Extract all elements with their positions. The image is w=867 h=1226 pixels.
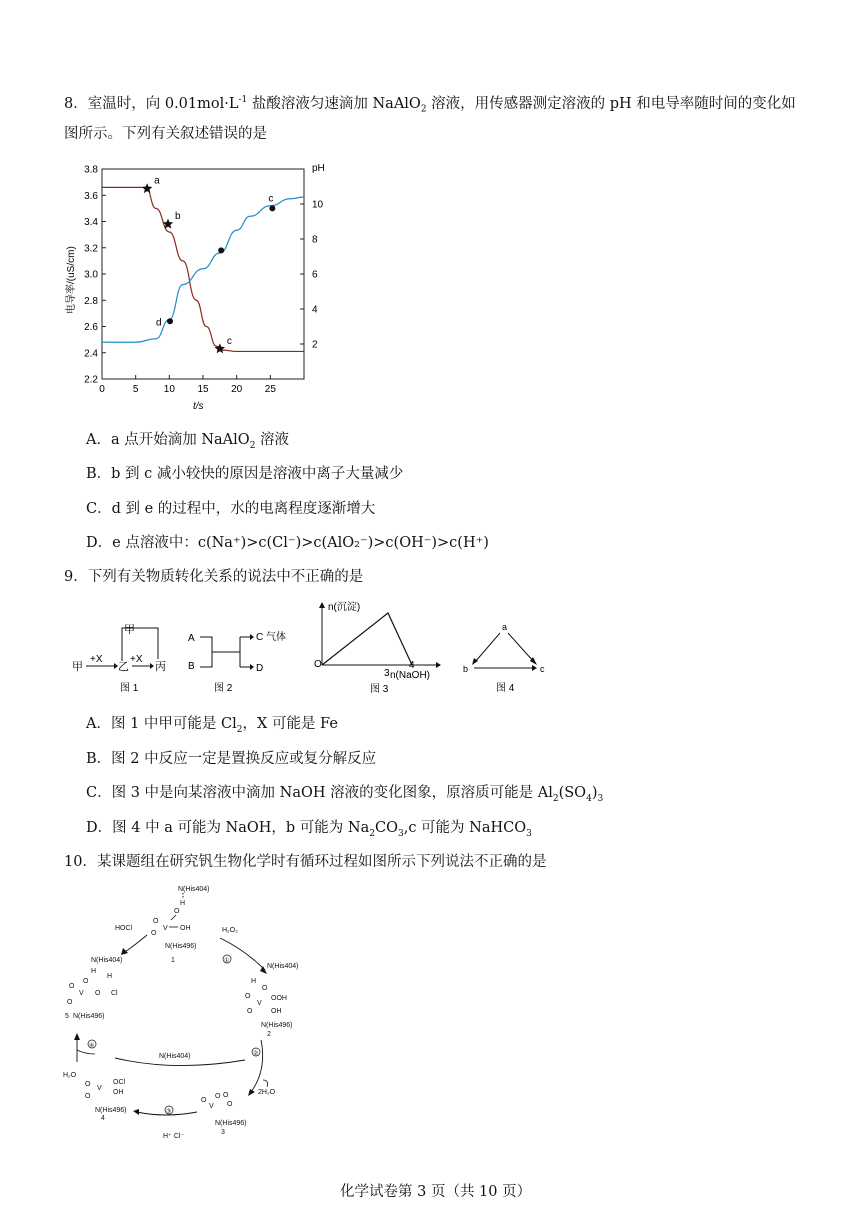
- fig3-caption: 图 3: [370, 684, 389, 695]
- x-axis-label: t/s: [193, 401, 204, 412]
- marker-label-c: c: [268, 193, 274, 205]
- marker-dot-c: [269, 205, 275, 211]
- left-tick-label: 3.2: [84, 243, 98, 255]
- his404-middle: N(His404): [159, 1053, 191, 1060]
- svg-text:O: O: [151, 930, 157, 937]
- q8-option-d[interactable]: D．e 点溶液中：c(Na⁺)>c(Cl⁻)>c(AlO₂⁻)>c(OH⁻)>c(H⁺): [86, 535, 489, 551]
- q10-stem: 10．某课题组在研究钒生物化学时有循环过程如图所示下列说法不正确的是: [64, 854, 547, 870]
- structure-5: [65, 957, 123, 1020]
- svg-text:OH: OH: [113, 1089, 124, 1096]
- fig4-caption: 图 4: [496, 683, 515, 694]
- left-tick-label: 3.6: [84, 190, 98, 202]
- fig1-x2: +X: [130, 654, 143, 665]
- svg-text:N(His496): N(His496): [73, 1013, 105, 1020]
- svg-text:V: V: [209, 1103, 214, 1110]
- step-1: ①: [224, 958, 230, 964]
- fig2-d: D: [256, 663, 264, 674]
- svg-text:V: V: [163, 925, 168, 932]
- svg-text:H: H: [180, 900, 186, 907]
- svg-text:N(His404): N(His404): [267, 963, 299, 970]
- right-tick-label: 2: [312, 339, 318, 351]
- q9-stem: 9．下列有关物质转化关系的说法中不正确的是: [64, 569, 364, 585]
- svg-text:O: O: [247, 1008, 253, 1015]
- right-tick-label: 8: [312, 234, 318, 246]
- x-tick-label: 10: [163, 384, 175, 395]
- svg-text:O: O: [262, 985, 268, 992]
- marker-label-c: c: [226, 335, 232, 347]
- svg-text:2: 2: [267, 1031, 271, 1038]
- marker-label-a: a: [154, 175, 160, 187]
- svg-text:OH: OH: [180, 925, 191, 932]
- svg-text:O: O: [153, 918, 159, 925]
- right-axis-label: pH: [312, 163, 325, 174]
- conductivity-line: [102, 187, 304, 351]
- marker-star-c: [215, 343, 225, 353]
- q10-cycle-diagram: [55, 880, 355, 1145]
- svg-text:3: 3: [221, 1129, 225, 1136]
- q9-option-b[interactable]: B．图 2 中反应一定是置换反应或复分解反应: [86, 751, 377, 767]
- fig2-c: C 气体: [256, 632, 286, 643]
- q8-option-a[interactable]: A．a 点开始滴加 NaAlO$_2$ 溶液: [86, 432, 290, 451]
- two-h2o-label: 2H₂O: [258, 1089, 276, 1096]
- structure-3: [201, 1092, 247, 1136]
- fig1-x1: +X: [90, 654, 103, 665]
- svg-text:O: O: [67, 999, 73, 1006]
- svg-text:V: V: [79, 990, 84, 997]
- svg-text:4: 4: [101, 1115, 105, 1122]
- fig4-c: c: [540, 664, 545, 674]
- svg-text:O: O: [85, 1093, 91, 1100]
- q8-option-b[interactable]: B．b 到 c 减小较快的原因是溶液中离子大量减少: [86, 466, 404, 482]
- svg-text:O: O: [223, 1092, 229, 1099]
- right-tick-label: 10: [312, 199, 324, 211]
- q9-option-d[interactable]: D．图 4 中 a 可能为 NaOH，b 可能为 $Na_2CO_3,c$ 可能为 NaHCO$_3$: [86, 820, 532, 839]
- marker-label-d: d: [156, 317, 162, 329]
- step-2: ②: [253, 1051, 259, 1057]
- fig3-tick-4: 4: [409, 660, 415, 671]
- q8-stem-line1: 8．室温时，向 $0.01mol\cdot L^{-1}$ 盐酸溶液匀速滴加 NaAlO$_2$ 溶液，用传感器测定溶液的 pH 和电导率随时间的变化如: [64, 95, 796, 115]
- svg-text:N(His404): N(His404): [178, 886, 210, 893]
- svg-text:Cl: Cl: [111, 990, 118, 997]
- fig4-a: a: [502, 622, 508, 632]
- x-tick-label: 20: [231, 384, 243, 395]
- left-tick-label: 3.8: [84, 164, 98, 176]
- fig1-caption: 图 1: [120, 683, 139, 694]
- svg-text:O: O: [83, 978, 89, 985]
- fig3-ylabel: n(沉淀): [328, 602, 361, 613]
- q9-option-c[interactable]: C．图 3 中是向某溶液中滴加 NaOH 溶液的变化图象，原溶质可能是 $Al_2(SO_4)_3$: [86, 785, 604, 804]
- right-tick-label: 6: [312, 269, 318, 281]
- svg-text:H: H: [251, 978, 257, 985]
- fig3-tick-3: 3: [384, 668, 390, 679]
- left-tick-label: 2.2: [84, 374, 98, 386]
- fig1-jia-left: 甲: [72, 661, 83, 673]
- structure-1: [151, 886, 210, 964]
- h-cl-label: H⁺ Cl⁻: [163, 1133, 184, 1140]
- svg-text:N(His496): N(His496): [215, 1120, 247, 1127]
- svg-text:5: 5: [65, 1013, 69, 1020]
- marker-label-b: b: [174, 211, 181, 223]
- svg-text:O: O: [245, 993, 251, 1000]
- left-tick-label: 2.6: [84, 322, 98, 333]
- svg-text:O: O: [95, 990, 101, 997]
- svg-text:OCl: OCl: [113, 1079, 126, 1086]
- left-tick-label: 2.4: [84, 348, 98, 360]
- svg-text:N(His496): N(His496): [95, 1107, 127, 1114]
- left-tick-label: 2.8: [84, 295, 98, 307]
- structure-2: [245, 963, 299, 1038]
- marker-dot: [218, 247, 224, 253]
- right-tick-label: 4: [312, 304, 318, 316]
- fig2-b: B: [188, 661, 195, 672]
- left-axis-label: 电导率/(uS/cm): [66, 246, 77, 314]
- q9-figures: [60, 595, 580, 700]
- h2o2-label: H₂O₂: [222, 927, 238, 934]
- svg-text:O: O: [85, 1081, 91, 1088]
- figure-1: [72, 623, 166, 694]
- fig3-xlabel: n(NaOH): [390, 670, 431, 681]
- step-3: ③: [166, 1109, 172, 1115]
- marker-dot-d: [167, 318, 173, 324]
- svg-text:N(His404): N(His404): [91, 957, 123, 964]
- hocl-label: HOCl: [115, 925, 133, 932]
- x-tick-label: 15: [197, 384, 209, 395]
- svg-text:OH: OH: [271, 1008, 282, 1015]
- marker-star-a: [142, 183, 152, 193]
- fig1-yi: 乙: [118, 661, 129, 673]
- fig2-caption: 图 2: [214, 683, 233, 694]
- left-tick-label: 3.0: [84, 269, 98, 281]
- svg-text:O: O: [174, 908, 180, 915]
- svg-text:N(His496): N(His496): [165, 943, 197, 950]
- x-tick-label: 25: [264, 384, 276, 395]
- h2o-label: H₂O: [63, 1072, 77, 1079]
- structure-4: [85, 1079, 127, 1122]
- step-4: ④: [89, 1043, 95, 1049]
- svg-text:O: O: [69, 983, 75, 990]
- fig1-jia-top: 甲: [124, 624, 135, 636]
- fig2-a: A: [188, 633, 195, 644]
- svg-text:OOH: OOH: [271, 995, 287, 1002]
- fig4-b: b: [463, 664, 469, 674]
- svg-text:O: O: [215, 1093, 221, 1100]
- svg-text:O: O: [227, 1101, 233, 1108]
- page-footer: 化学试卷第 3 页（共 10 页）: [340, 1184, 532, 1200]
- figure-2: [188, 630, 286, 694]
- x-tick-label: 0: [99, 384, 105, 395]
- q8-stem-line2: 图所示。下列有关叙述错误的是: [64, 126, 267, 142]
- q8-number: 8．: [64, 95, 88, 112]
- fig3-origin: O: [314, 659, 322, 670]
- fig1-bing: 丙: [155, 661, 166, 673]
- q9-option-a[interactable]: A．图 1 中甲可能是 $Cl_2$，X 可能是 Fe: [86, 716, 338, 735]
- left-tick-label: 3.4: [84, 217, 98, 228]
- svg-text:O: O: [201, 1097, 207, 1104]
- figure-4: [463, 622, 545, 694]
- svg-text:V: V: [97, 1085, 102, 1092]
- svg-text:V: V: [257, 1000, 262, 1007]
- plot-frame: [102, 169, 304, 379]
- q8-chart: [60, 155, 350, 415]
- svg-text:H: H: [107, 973, 113, 980]
- svg-text:H: H: [91, 968, 97, 975]
- figure-3: [314, 600, 441, 695]
- svg-text:N(His496): N(His496): [261, 1022, 293, 1029]
- x-tick-label: 5: [132, 384, 139, 395]
- svg-text:1: 1: [171, 957, 175, 964]
- q8-option-c[interactable]: C．d 到 e 的过程中，水的电离程度逐渐增大: [86, 501, 376, 517]
